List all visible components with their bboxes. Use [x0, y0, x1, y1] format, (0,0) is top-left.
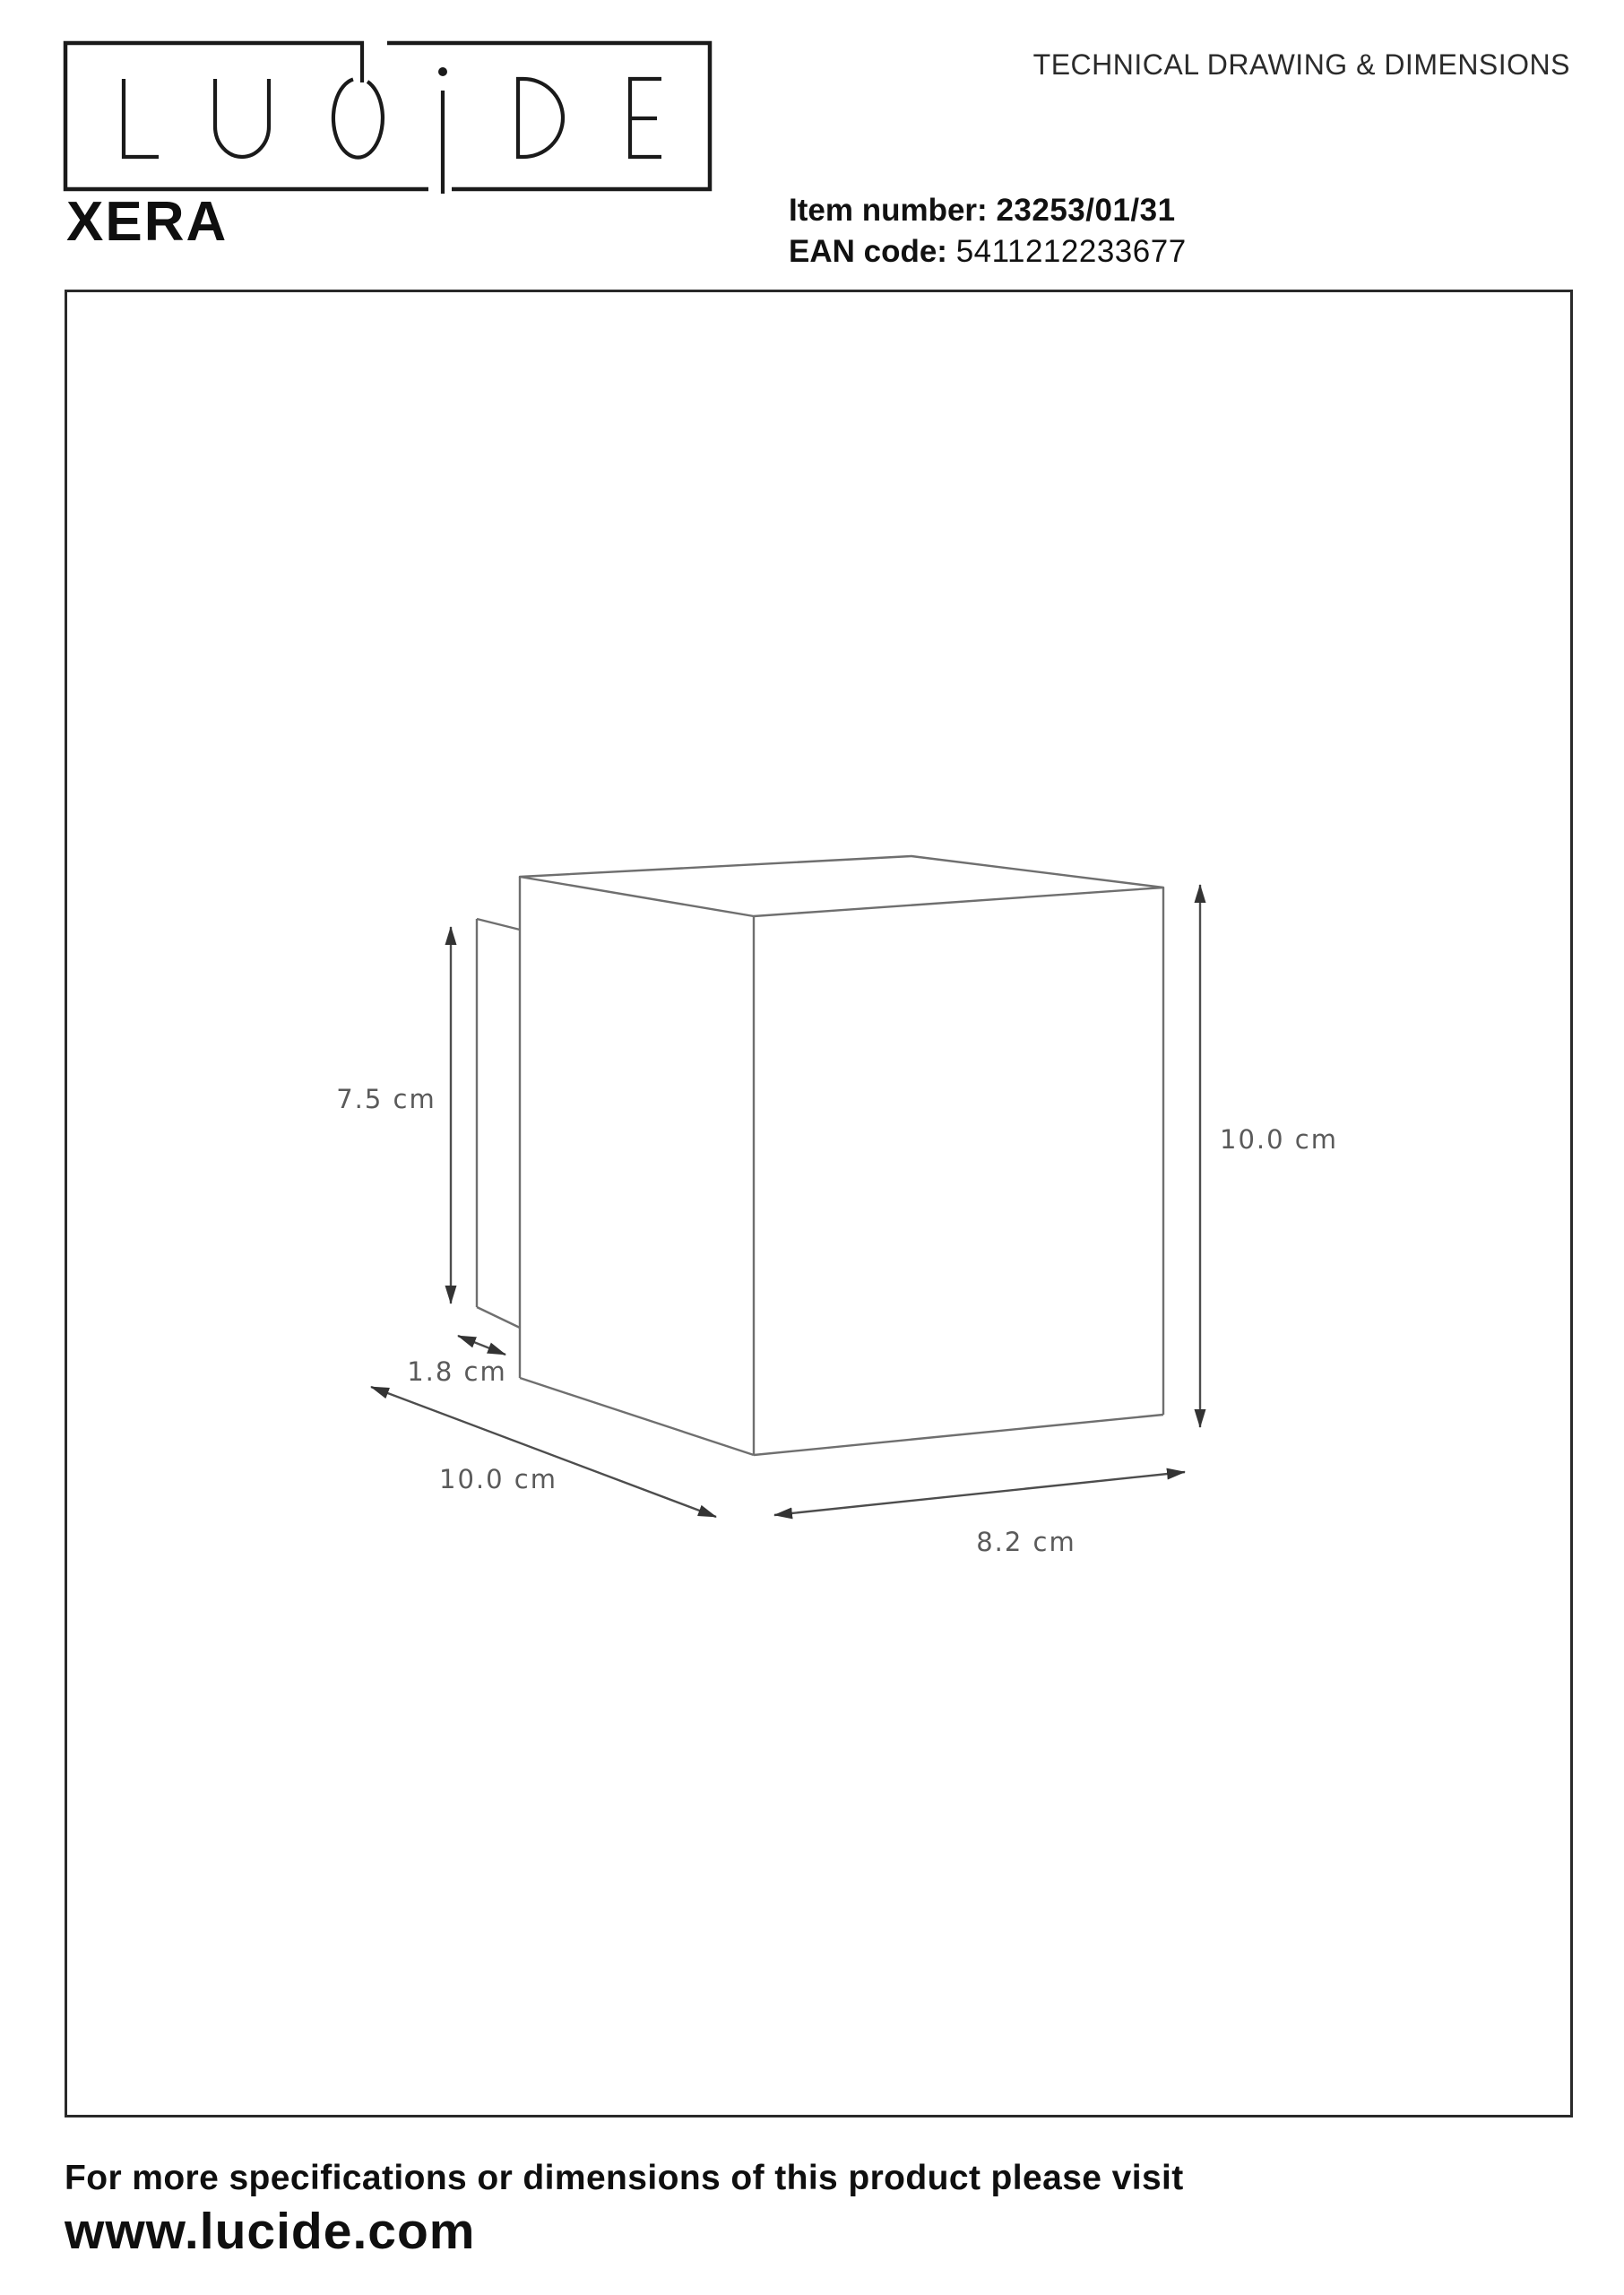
- dim-label-backplate-height: 7.5 cm: [336, 1084, 436, 1114]
- dim-line-backplate-depth: [458, 1336, 505, 1355]
- item-number-label: Item number:: [789, 193, 988, 228]
- dim-label-body-width: 10.0 cm: [439, 1464, 557, 1494]
- dim-line-body-depth: [774, 1472, 1185, 1515]
- cube-top-face: [520, 856, 1163, 916]
- footer-website-link[interactable]: www.lucide.com: [65, 2203, 476, 2260]
- cube-left-bottom-edge: [520, 1378, 754, 1455]
- item-number-value: 23253/01/31: [996, 193, 1176, 228]
- ean-code-label: EAN code:: [789, 234, 947, 269]
- document-title: TECHNICAL DRAWING & DIMENSIONS: [1032, 48, 1570, 81]
- cube-front-bottom-edge: [754, 1415, 1163, 1455]
- dim-label-backplate-depth: 1.8 cm: [407, 1356, 507, 1387]
- backplate-top-edge: [477, 919, 520, 930]
- dim-line-body-width: [371, 1387, 716, 1517]
- dim-label-body-height: 10.0 cm: [1220, 1124, 1338, 1155]
- footer-note: For more specifications or dimensions of this product please visit: [65, 2159, 1184, 2197]
- backplate-bottom-edge: [477, 1307, 520, 1328]
- dim-label-body-depth: 8.2 cm: [976, 1527, 1076, 1557]
- product-name: XERA: [66, 191, 229, 253]
- ean-code-value: 5411212233677: [955, 234, 1187, 269]
